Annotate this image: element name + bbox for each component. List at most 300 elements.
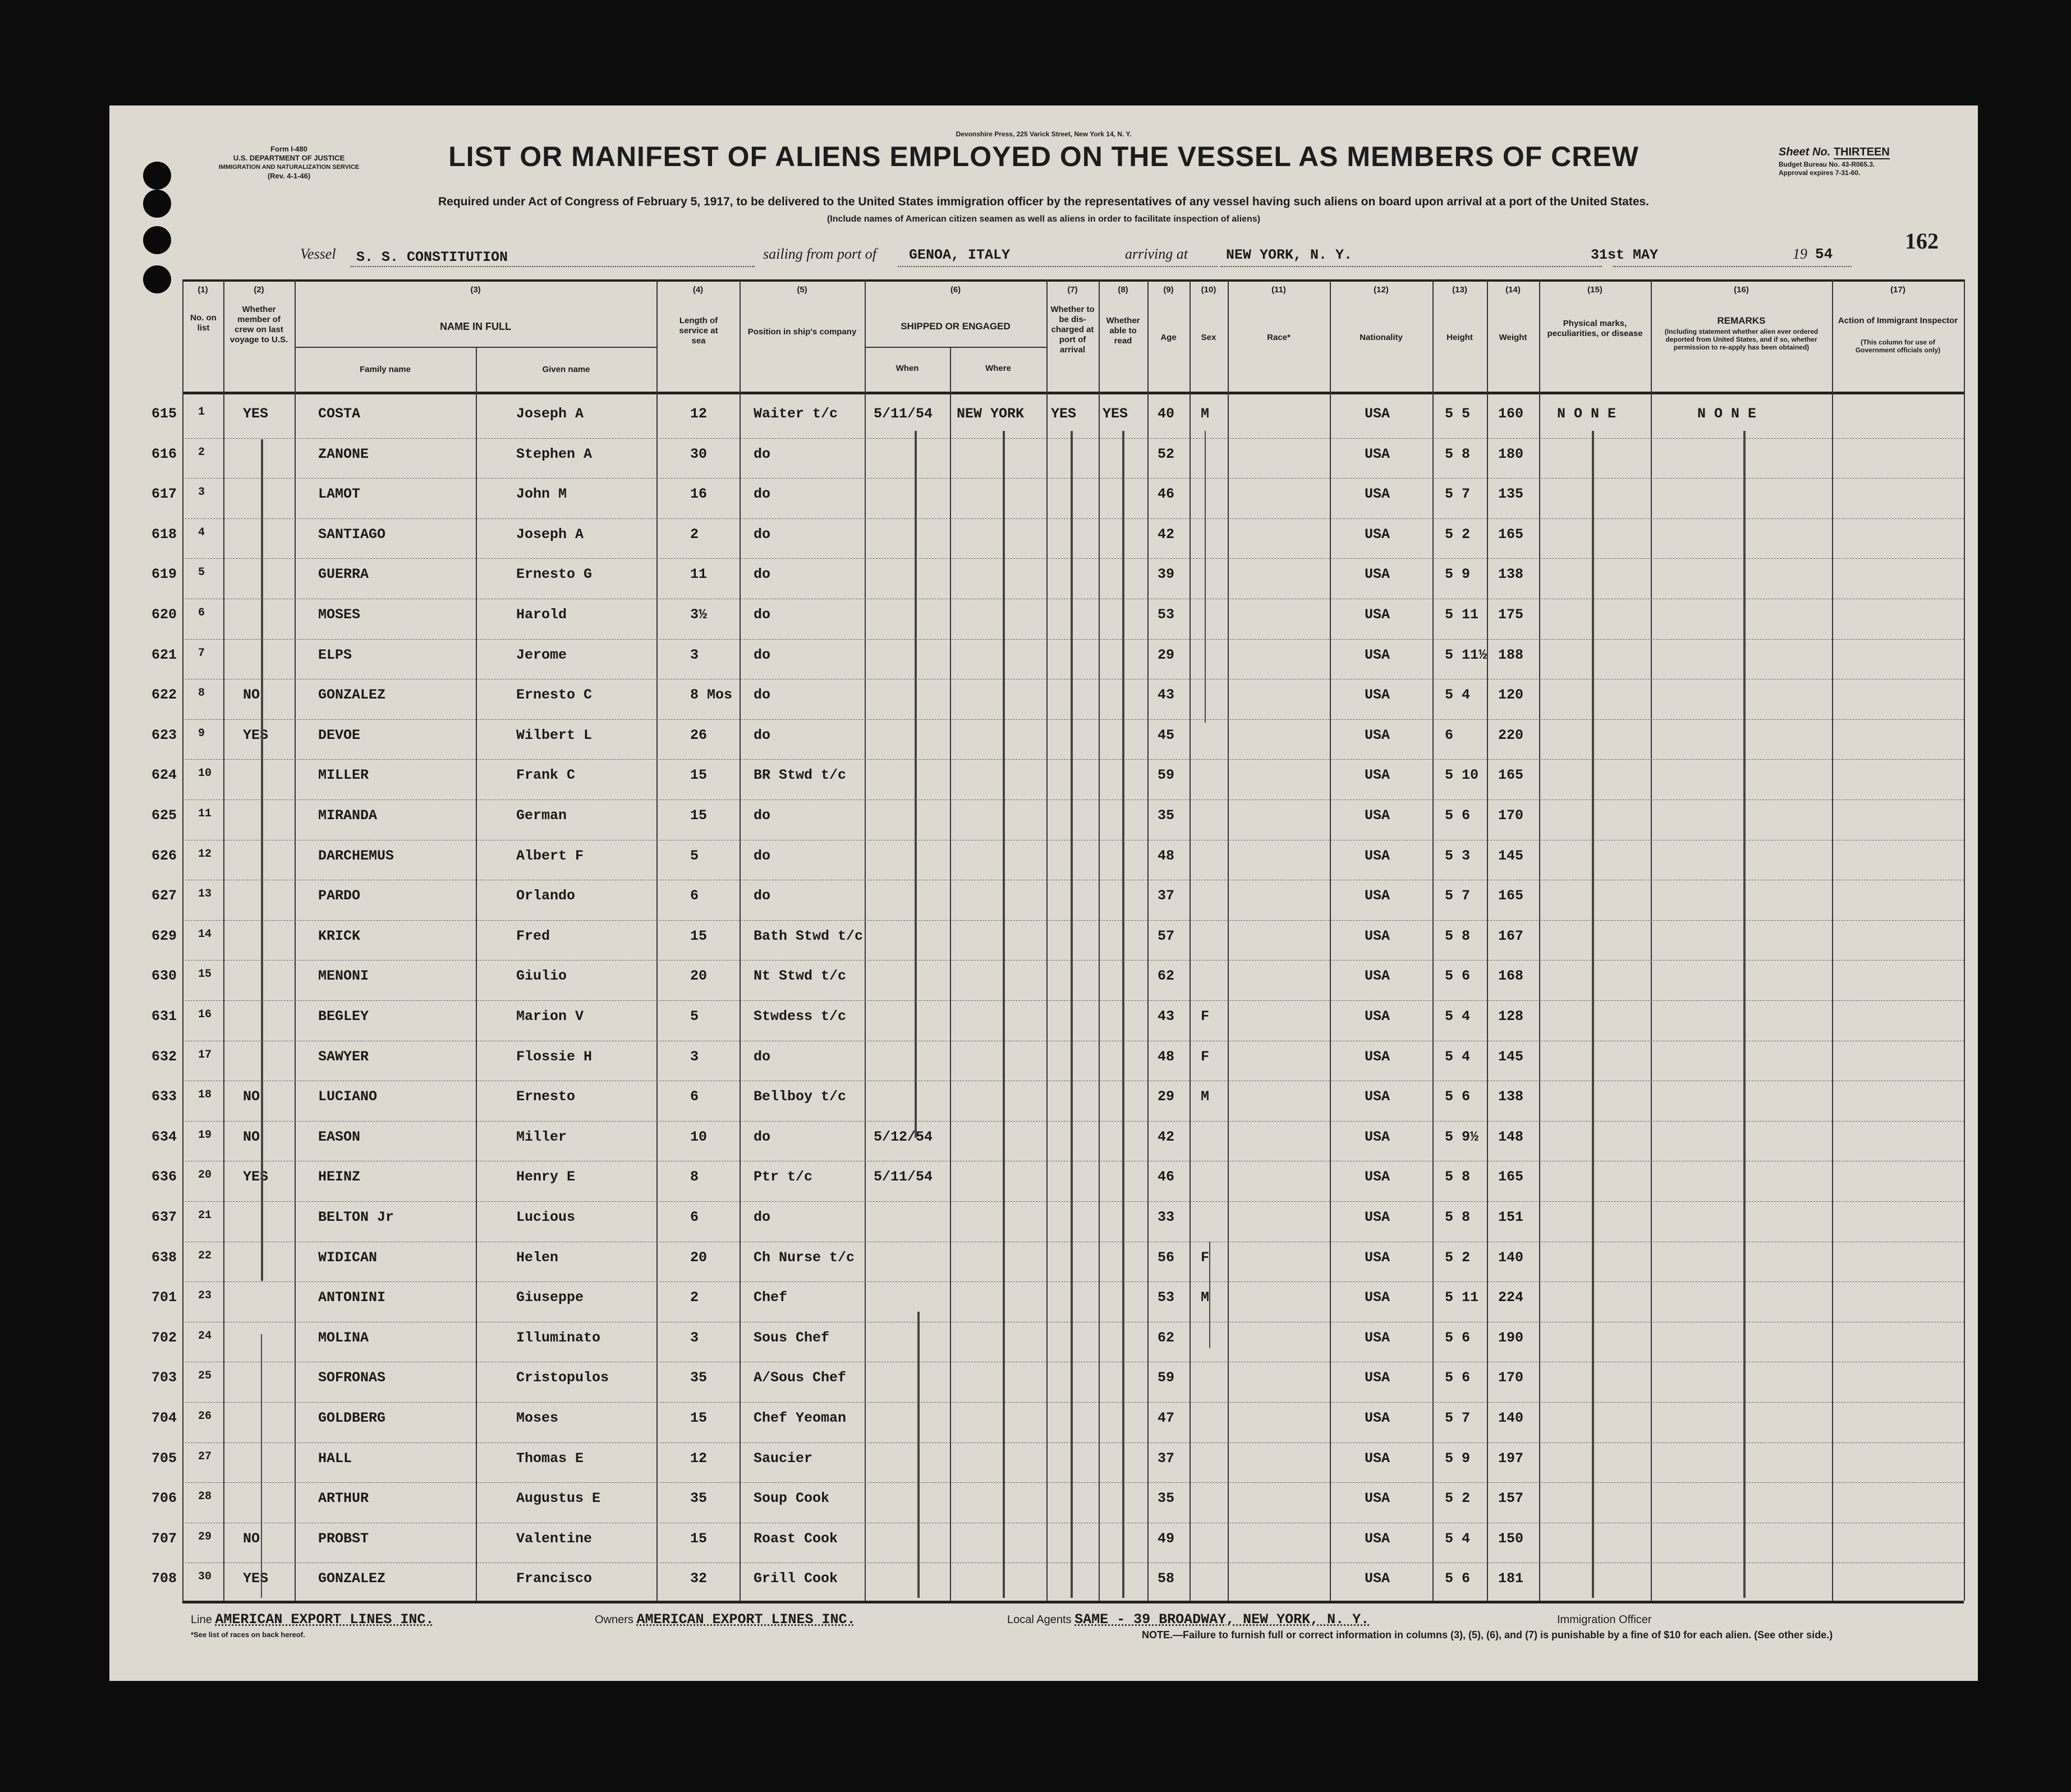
nationality: USA bbox=[1365, 606, 1390, 623]
height: 5 4 bbox=[1445, 1008, 1471, 1024]
header-shipped: SHIPPED OR ENGAGED bbox=[901, 321, 1011, 332]
discharged: YES bbox=[1051, 406, 1077, 422]
family-name: HEINZ bbox=[318, 1169, 361, 1186]
family-name: EASON bbox=[318, 1128, 361, 1145]
length-of-service: 3 bbox=[690, 1329, 699, 1346]
length-of-service: 6 bbox=[690, 888, 699, 904]
length-of-service: 26 bbox=[690, 727, 708, 743]
header-family-name: Family name bbox=[360, 365, 411, 374]
age: 42 bbox=[1158, 1128, 1175, 1145]
given-name: Cristopulos bbox=[516, 1370, 609, 1386]
age: 48 bbox=[1158, 1048, 1175, 1065]
sex: M bbox=[1201, 1289, 1210, 1306]
col-num: (15) bbox=[1587, 285, 1602, 295]
nationality: USA bbox=[1365, 767, 1390, 784]
list-ref: 615 bbox=[151, 406, 177, 422]
given-name: Helen bbox=[516, 1249, 559, 1266]
given-name: Miller bbox=[516, 1128, 567, 1145]
position: do bbox=[754, 1128, 771, 1145]
given-name: Augustus E bbox=[516, 1490, 601, 1507]
given-name: Ernesto C bbox=[516, 687, 593, 704]
height: 5 6 bbox=[1445, 807, 1471, 824]
length-of-service: 2 bbox=[690, 1289, 699, 1306]
position: do bbox=[754, 445, 771, 462]
family-name: DEVOE bbox=[318, 727, 361, 743]
table-row bbox=[151, 1238, 1964, 1279]
weight: 197 bbox=[1498, 1450, 1524, 1467]
header-name-in-full: NAME IN FULL bbox=[440, 321, 511, 332]
revision: (Rev. 4-1-46) bbox=[267, 172, 311, 180]
nationality: USA bbox=[1365, 1490, 1390, 1507]
table-row bbox=[151, 1037, 1964, 1078]
required-statement: Required under Act of Congress of February 5, 1917, to be delivered to the United States immigration officer by the representatives of any vessel having such aliens on board upon arrival at a port of the United States. bbox=[438, 195, 1650, 208]
given-name: Harold bbox=[516, 606, 567, 623]
list-ref: 616 bbox=[151, 445, 177, 462]
length-of-service: 11 bbox=[690, 566, 708, 583]
header-able-read: Whether able to read bbox=[1106, 316, 1140, 346]
list-ref: 705 bbox=[151, 1450, 177, 1467]
age: 52 bbox=[1158, 445, 1175, 462]
height: 5 2 bbox=[1445, 1490, 1471, 1507]
table-row bbox=[151, 475, 1964, 515]
table-row bbox=[151, 917, 1964, 957]
height: 5 9½ bbox=[1445, 1128, 1479, 1145]
shipped-when: 5/11/54 bbox=[874, 406, 933, 422]
position: Ch Nurse t/c bbox=[754, 1249, 855, 1266]
col-num: (5) bbox=[797, 285, 807, 295]
list-ref: 626 bbox=[151, 847, 177, 864]
able-to-read: YES bbox=[1103, 406, 1128, 422]
weight: 224 bbox=[1498, 1289, 1524, 1306]
height: 6 bbox=[1445, 727, 1454, 743]
nationality: USA bbox=[1365, 1128, 1390, 1145]
list-no: 16 bbox=[198, 1008, 212, 1021]
table-row bbox=[151, 1318, 1964, 1359]
header-remarks: REMARKS bbox=[1717, 315, 1766, 326]
family-name: WIDICAN bbox=[318, 1249, 378, 1266]
footer-line: Line AMERICAN EXPORT LINES INC. bbox=[191, 1611, 434, 1628]
position: Sous Chef bbox=[754, 1329, 830, 1346]
list-no: 26 bbox=[198, 1410, 212, 1423]
table-row bbox=[151, 716, 1964, 756]
length-of-service: 35 bbox=[690, 1370, 708, 1386]
position: do bbox=[754, 1209, 771, 1225]
age: 45 bbox=[1158, 727, 1175, 743]
given-name: Valentine bbox=[516, 1530, 593, 1547]
age: 35 bbox=[1158, 807, 1175, 824]
member-last-voyage: NO bbox=[243, 1088, 260, 1105]
length-of-service: 15 bbox=[690, 807, 708, 824]
weight: 180 bbox=[1498, 445, 1524, 462]
list-no: 18 bbox=[198, 1088, 212, 1102]
header-no-on-list: No. on list bbox=[190, 313, 217, 333]
table-row bbox=[151, 796, 1964, 837]
position: do bbox=[754, 606, 771, 623]
family-name: BELTON Jr bbox=[318, 1209, 394, 1225]
age: 35 bbox=[1158, 1490, 1175, 1507]
col-num: (11) bbox=[1271, 285, 1286, 295]
position: Grill Cook bbox=[754, 1570, 838, 1587]
position: do bbox=[754, 1048, 771, 1065]
header-nationality: Nationality bbox=[1360, 333, 1403, 342]
given-name: Jerome bbox=[516, 646, 567, 663]
line-value: AMERICAN EXPORT LINES INC. bbox=[215, 1611, 434, 1628]
list-ref: 636 bbox=[151, 1169, 177, 1186]
list-no: 29 bbox=[198, 1530, 212, 1543]
header-member-last-voyage: Whether member of crew on last voyage to U.S. bbox=[229, 305, 288, 344]
age: 49 bbox=[1158, 1530, 1175, 1547]
length-of-service: 2 bbox=[690, 526, 699, 543]
nationality: USA bbox=[1365, 1249, 1390, 1266]
list-no: 19 bbox=[198, 1128, 212, 1142]
owners-value: AMERICAN EXPORT LINES INC. bbox=[636, 1611, 856, 1628]
age: 53 bbox=[1158, 1289, 1175, 1306]
sheet-number-value: THIRTEEN bbox=[1833, 146, 1890, 158]
table-row bbox=[151, 595, 1964, 636]
nationality: USA bbox=[1365, 847, 1390, 864]
family-name: LUCIANO bbox=[318, 1088, 378, 1105]
given-name: Giulio bbox=[516, 968, 567, 985]
weight: 150 bbox=[1498, 1530, 1524, 1547]
weight: 165 bbox=[1498, 526, 1524, 543]
height: 5 10 bbox=[1445, 767, 1479, 784]
height: 5 6 bbox=[1445, 1370, 1471, 1386]
age: 43 bbox=[1158, 1008, 1175, 1024]
position: A/Sous Chef bbox=[754, 1370, 847, 1386]
footer-owners: Owners AMERICAN EXPORT LINES INC. bbox=[595, 1611, 856, 1628]
family-name: PROBST bbox=[318, 1530, 369, 1547]
length-of-service: 20 bbox=[690, 968, 708, 985]
position: do bbox=[754, 888, 771, 904]
family-name: GONZALEZ bbox=[318, 1570, 386, 1587]
height: 5 7 bbox=[1445, 1410, 1471, 1426]
nationality: USA bbox=[1365, 1329, 1390, 1346]
budget-info: Budget Bureau No. 43-R065.3. Approval expires 7-31-60. bbox=[1779, 160, 1875, 177]
position: BR Stwd t/c bbox=[754, 767, 847, 784]
given-name: Moses bbox=[516, 1410, 559, 1426]
table-row bbox=[151, 1198, 1964, 1238]
position: Nt Stwd t/c bbox=[754, 968, 847, 985]
nationality: USA bbox=[1365, 406, 1390, 422]
list-no: 9 bbox=[198, 727, 205, 740]
table-row bbox=[151, 1399, 1964, 1439]
col-num: (12) bbox=[1374, 285, 1389, 295]
length-of-service: 30 bbox=[690, 445, 708, 462]
position: Ptr t/c bbox=[754, 1169, 813, 1186]
table-row bbox=[151, 555, 1964, 595]
height: 5 9 bbox=[1445, 1450, 1471, 1467]
member-last-voyage: NO bbox=[243, 1530, 260, 1547]
include-note: (Include names of American citizen seamen as well as aliens in order to facilitate inspection of aliens) bbox=[826, 214, 1261, 224]
family-name: PARDO bbox=[318, 888, 361, 904]
sheet-number: Sheet No. THIRTEEN bbox=[1779, 146, 1890, 158]
nationality: USA bbox=[1365, 526, 1390, 543]
list-no: 11 bbox=[198, 807, 212, 820]
position: Chef Yeoman bbox=[754, 1410, 847, 1426]
department: U.S. DEPARTMENT OF JUSTICE bbox=[233, 154, 345, 162]
family-name: GONZALEZ bbox=[318, 687, 386, 704]
list-ref: 631 bbox=[151, 1008, 177, 1024]
weight: 170 bbox=[1498, 807, 1524, 824]
height: 5 8 bbox=[1445, 1209, 1471, 1225]
list-ref: 637 bbox=[151, 1209, 177, 1225]
list-ref: 621 bbox=[151, 646, 177, 663]
age: 59 bbox=[1158, 1370, 1175, 1386]
age: 40 bbox=[1158, 406, 1175, 422]
member-last-voyage: YES bbox=[243, 727, 269, 743]
length-of-service: 10 bbox=[690, 1128, 708, 1145]
position: do bbox=[754, 646, 771, 663]
weight: 135 bbox=[1498, 486, 1524, 503]
table-row bbox=[151, 676, 1964, 716]
list-ref: 620 bbox=[151, 606, 177, 623]
family-name: HALL bbox=[318, 1450, 352, 1467]
position: do bbox=[754, 847, 771, 864]
family-name: GUERRA bbox=[318, 566, 369, 583]
given-name: John M bbox=[516, 486, 567, 503]
member-last-voyage: YES bbox=[243, 1169, 269, 1186]
weight: 220 bbox=[1498, 727, 1524, 743]
col-num: (10) bbox=[1201, 285, 1216, 295]
length-of-service: 3½ bbox=[690, 606, 708, 623]
family-name: SAWYER bbox=[318, 1048, 369, 1065]
weight: 138 bbox=[1498, 566, 1524, 583]
family-name: BEGLEY bbox=[318, 1008, 369, 1024]
sex: M bbox=[1201, 1088, 1210, 1105]
table-row bbox=[151, 1157, 1964, 1198]
list-no: 13 bbox=[198, 888, 212, 901]
list-ref: 629 bbox=[151, 927, 177, 944]
list-no: 8 bbox=[198, 687, 205, 700]
weight: 120 bbox=[1498, 687, 1524, 704]
given-name: Illuminato bbox=[516, 1329, 601, 1346]
nationality: USA bbox=[1365, 1209, 1390, 1225]
given-name: Giuseppe bbox=[516, 1289, 584, 1306]
list-no: 17 bbox=[198, 1048, 212, 1062]
position: Stwdess t/c bbox=[754, 1008, 847, 1024]
given-name: Joseph A bbox=[516, 406, 584, 422]
col-num: (6) bbox=[950, 285, 961, 295]
list-ref: 708 bbox=[151, 1570, 177, 1587]
member-last-voyage: YES bbox=[243, 1570, 269, 1587]
agents-value: SAME - 39 BROADWAY, NEW YORK, N. Y. bbox=[1074, 1611, 1370, 1628]
weight: 157 bbox=[1498, 1490, 1524, 1507]
list-no: 15 bbox=[198, 968, 212, 981]
list-ref: 634 bbox=[151, 1128, 177, 1145]
height: 5 11 bbox=[1445, 1289, 1479, 1306]
year-suffix: 54 bbox=[1815, 246, 1833, 263]
races-note: *See list of races on back hereof. bbox=[191, 1630, 305, 1639]
list-no: 10 bbox=[198, 767, 212, 780]
family-name: MOSES bbox=[318, 606, 361, 623]
nationality: USA bbox=[1365, 1450, 1390, 1467]
nationality: USA bbox=[1365, 1530, 1390, 1547]
list-ref: 632 bbox=[151, 1048, 177, 1065]
col-num: (8) bbox=[1118, 285, 1128, 295]
height: 5 4 bbox=[1445, 687, 1471, 704]
given-name: Wilbert L bbox=[516, 727, 593, 743]
col-num: (14) bbox=[1505, 285, 1521, 295]
nationality: USA bbox=[1365, 566, 1390, 583]
header-sex: Sex bbox=[1201, 333, 1216, 342]
height: 5 8 bbox=[1445, 927, 1471, 944]
list-no: 24 bbox=[198, 1329, 212, 1343]
col-num: (7) bbox=[1067, 285, 1078, 295]
height: 5 2 bbox=[1445, 526, 1471, 543]
table-row bbox=[151, 1479, 1964, 1519]
given-name: Lucious bbox=[516, 1209, 576, 1225]
list-ref: 638 bbox=[151, 1249, 177, 1266]
col-num: (9) bbox=[1163, 285, 1174, 295]
height: 5 4 bbox=[1445, 1530, 1471, 1547]
family-name: MOLINA bbox=[318, 1329, 369, 1346]
sex: F bbox=[1201, 1008, 1210, 1024]
manifest-sheet bbox=[109, 105, 1978, 1681]
remarks: N O N E bbox=[1697, 406, 1757, 422]
weight: 181 bbox=[1498, 1570, 1524, 1587]
height: 5 7 bbox=[1445, 888, 1471, 904]
position: Soup Cook bbox=[754, 1490, 830, 1507]
age: 56 bbox=[1158, 1249, 1175, 1266]
nationality: USA bbox=[1365, 1008, 1390, 1024]
list-ref: 630 bbox=[151, 968, 177, 985]
family-name: KRICK bbox=[318, 927, 361, 944]
given-name: Flossie H bbox=[516, 1048, 593, 1065]
header-action: Action of Immigrant Inspector bbox=[1838, 316, 1958, 325]
header-age: Age bbox=[1160, 333, 1177, 342]
age: 42 bbox=[1158, 526, 1175, 543]
weight: 160 bbox=[1498, 406, 1524, 422]
nationality: USA bbox=[1365, 486, 1390, 503]
given-name: Ernesto bbox=[516, 1088, 576, 1105]
family-name: MILLER bbox=[318, 767, 369, 784]
list-ref: 702 bbox=[151, 1329, 177, 1346]
weight: 190 bbox=[1498, 1329, 1524, 1346]
list-ref: 619 bbox=[151, 566, 177, 583]
list-ref: 704 bbox=[151, 1410, 177, 1426]
table-row bbox=[151, 1559, 1964, 1600]
weight: 140 bbox=[1498, 1249, 1524, 1266]
nationality: USA bbox=[1365, 1048, 1390, 1065]
list-ref: 624 bbox=[151, 767, 177, 784]
nationality: USA bbox=[1365, 445, 1390, 462]
weight: 145 bbox=[1498, 847, 1524, 864]
age: 29 bbox=[1158, 646, 1175, 663]
list-no: 28 bbox=[198, 1490, 212, 1504]
height: 5 11 bbox=[1445, 606, 1479, 623]
list-ref: 701 bbox=[151, 1289, 177, 1306]
weight: 188 bbox=[1498, 646, 1524, 663]
list-no: 5 bbox=[198, 566, 205, 580]
family-name: COSTA bbox=[318, 406, 361, 422]
length-of-service: 20 bbox=[690, 1249, 708, 1266]
height: 5 2 bbox=[1445, 1249, 1471, 1266]
length-of-service: 8 Mos bbox=[690, 687, 733, 704]
list-no: 23 bbox=[198, 1289, 212, 1303]
table-row bbox=[151, 435, 1964, 475]
weight: 165 bbox=[1498, 1169, 1524, 1186]
family-name: ELPS bbox=[318, 646, 352, 663]
list-no: 1 bbox=[198, 406, 205, 419]
age: 46 bbox=[1158, 1169, 1175, 1186]
footer-agents: Local Agents SAME - 39 BROADWAY, NEW YORK, N. Y. bbox=[1007, 1611, 1370, 1628]
table-row bbox=[151, 1439, 1964, 1479]
position: Bellboy t/c bbox=[754, 1088, 847, 1105]
col-num: (17) bbox=[1890, 285, 1905, 295]
member-last-voyage: NO bbox=[243, 687, 260, 704]
given-name: Ernesto G bbox=[516, 566, 593, 583]
nationality: USA bbox=[1365, 1088, 1390, 1105]
length-of-service: 3 bbox=[690, 646, 699, 663]
length-of-service: 8 bbox=[690, 1169, 699, 1186]
age: 57 bbox=[1158, 927, 1175, 944]
given-name: Francisco bbox=[516, 1570, 593, 1587]
family-name: ARTHUR bbox=[318, 1490, 369, 1507]
page-title: LIST OR MANIFEST OF ALIENS EMPLOYED ON THE VESSEL AS MEMBERS OF CREW bbox=[448, 141, 1639, 172]
shipped-where: NEW YORK bbox=[957, 406, 1025, 422]
list-no: 7 bbox=[198, 646, 205, 660]
age: 58 bbox=[1158, 1570, 1175, 1587]
list-ref: 625 bbox=[151, 807, 177, 824]
given-name: Joseph A bbox=[516, 526, 584, 543]
list-no: 4 bbox=[198, 526, 205, 539]
position: Waiter t/c bbox=[754, 406, 838, 422]
weight: 165 bbox=[1498, 888, 1524, 904]
weight: 168 bbox=[1498, 968, 1524, 985]
nationality: USA bbox=[1365, 1570, 1390, 1587]
age: 62 bbox=[1158, 1329, 1175, 1346]
nationality: USA bbox=[1365, 1370, 1390, 1386]
weight: 140 bbox=[1498, 1410, 1524, 1426]
list-ref: 707 bbox=[151, 1530, 177, 1547]
height: 5 8 bbox=[1445, 1169, 1471, 1186]
service: IMMIGRATION AND NATURALIZATION SERVICE bbox=[218, 164, 360, 171]
list-no: 30 bbox=[198, 1570, 212, 1584]
table-row bbox=[151, 957, 1964, 997]
length-of-service: 15 bbox=[690, 767, 708, 784]
list-ref: 618 bbox=[151, 526, 177, 543]
age: 37 bbox=[1158, 1450, 1175, 1467]
given-name: Fred bbox=[516, 927, 550, 944]
header-given-name: Given name bbox=[542, 365, 590, 374]
list-no: 12 bbox=[198, 847, 212, 861]
age: 43 bbox=[1158, 687, 1175, 704]
family-name: ZANONE bbox=[318, 445, 369, 462]
table-row bbox=[151, 756, 1964, 796]
length-of-service: 32 bbox=[690, 1570, 708, 1587]
weight: 165 bbox=[1498, 767, 1524, 784]
header-when: When bbox=[896, 364, 919, 373]
nationality: USA bbox=[1365, 727, 1390, 743]
given-name: Henry E bbox=[516, 1169, 576, 1186]
given-name: Marion V bbox=[516, 1008, 584, 1024]
list-ref: 706 bbox=[151, 1490, 177, 1507]
length-of-service: 35 bbox=[690, 1490, 708, 1507]
nationality: USA bbox=[1365, 807, 1390, 824]
destination: NEW YORK, N. Y. bbox=[1226, 247, 1353, 263]
punch-hole bbox=[143, 265, 171, 293]
weight: 175 bbox=[1498, 606, 1524, 623]
height: 5 9 bbox=[1445, 566, 1471, 583]
nationality: USA bbox=[1365, 1410, 1390, 1426]
length-of-service: 15 bbox=[690, 1530, 708, 1547]
table-row bbox=[151, 1278, 1964, 1318]
position: do bbox=[754, 687, 771, 704]
position: do bbox=[754, 727, 771, 743]
given-name: Orlando bbox=[516, 888, 576, 904]
col-num: (3) bbox=[470, 285, 481, 295]
age: 59 bbox=[1158, 767, 1175, 784]
